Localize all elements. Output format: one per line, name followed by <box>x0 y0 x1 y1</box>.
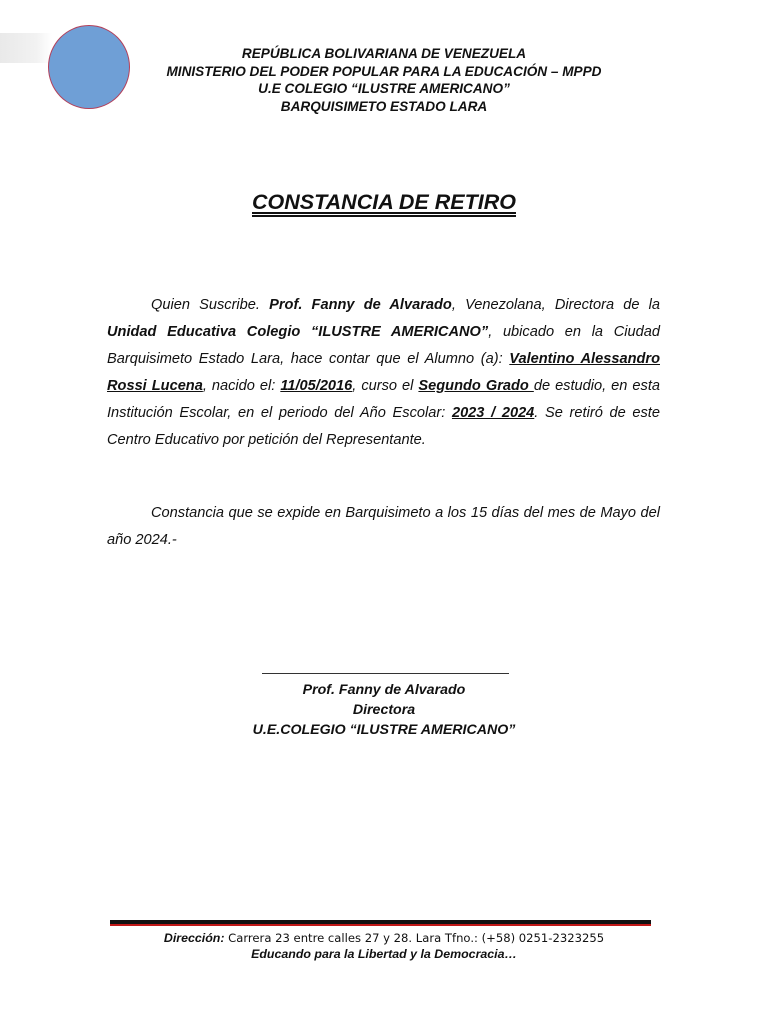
footer-motto: Educando para la Libertad y la Democracia… <box>251 947 517 961</box>
footer <box>0 930 768 962</box>
text-segment: Quien Suscribe. <box>151 297 270 313</box>
letterhead-ministry: MINISTERIO DEL PODER POPULAR PARA LA EDUCACIÓN – MPPD <box>166 63 602 79</box>
text-segment: . Se retiró de este Centro Educativo por petición del Representante. <box>107 405 660 448</box>
signer-name: Prof. Fanny de Alvarado <box>302 682 466 698</box>
director-name: Prof. Fanny de Alvarado <box>269 297 452 313</box>
letterhead <box>0 45 768 115</box>
letterhead-country: REPÚBLICA BOLIVARIANA DE VENEZUELA <box>241 46 527 61</box>
institution-name: Unidad Educativa Colegio “ILUSTRE AMERICANO” <box>107 324 489 340</box>
document-title-wrap <box>0 190 768 215</box>
footer-divider <box>110 920 651 926</box>
footer-address-line <box>0 930 768 946</box>
text-segment: , Venezolana, Directora de la <box>451 297 661 313</box>
document-title: CONSTANCIA DE RETIRO <box>252 190 516 214</box>
issuance-paragraph <box>107 500 660 554</box>
signature-line <box>262 673 509 674</box>
address-text: Carrera 23 entre calles 27 y 28. Lara Tfno.: (+58) 0251-2323255 <box>224 931 605 945</box>
letterhead-school: U.E COLEGIO “ILUSTRE AMERICANO” <box>258 81 510 96</box>
signature-block <box>0 680 768 740</box>
letterhead-city: BARQUISIMETO ESTADO LARA <box>280 98 488 114</box>
address-label: Dirección: <box>163 931 225 945</box>
signer-institution: U.E.COLEGIO “ILUSTRE AMERICANO” <box>252 722 516 738</box>
issuance-text: Constancia que se expide en Barquisimeto a los 15 días del mes de Mayo del año 2024.- <box>107 505 660 548</box>
student-name: Valentino Alessandro Rossi Lucena <box>107 351 660 394</box>
certificate-paragraph <box>107 292 660 454</box>
signer-role: Directora <box>352 702 416 718</box>
birth-date: 11/05/2016 <box>280 378 353 394</box>
grade: Segundo Grado <box>418 378 534 394</box>
school-year: 2023 / 2024 <box>451 405 535 421</box>
text-segment: de estudio, en esta Institución Escolar, en el periodo del Año Escolar: <box>107 378 661 421</box>
text-segment: , ubicado en la Ciudad Barquisimeto Estado Lara, hace contar que el Alumno (a): <box>107 324 660 367</box>
text-segment: , curso el <box>352 378 419 394</box>
text-segment: , nacido el: <box>202 378 281 394</box>
